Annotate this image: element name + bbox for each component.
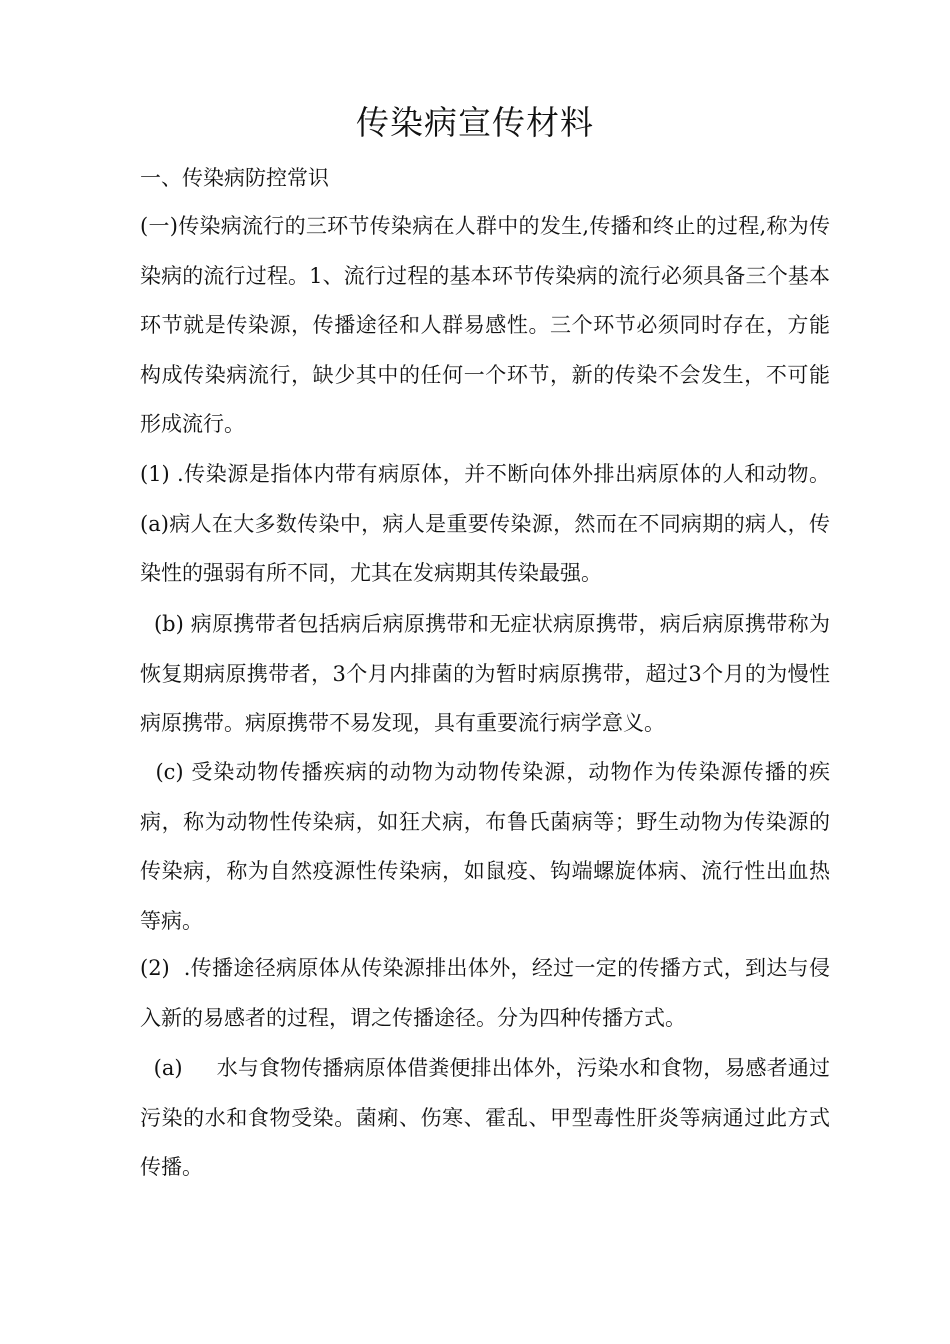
paragraph-infection-source: (1) .传染源是指体内带有病原体，并不断向体外排出病原体的人和动物。(a)病人在大多数传染中，病人是重要传染源，然而在不同病期的病人，传染性的强弱有所不同，尤其在发病期其传染最强。 — [140, 462, 830, 585]
paragraph-infected-animals: (c) 受染动物传播疾病的动物为动物传染源，动物作为传染源传播的疾病，称为动物性传染病，如狂犬病，布鲁氏菌病等；野生动物为传染源的传染病，称为自然疫源性传染病，如鼠疫、钩端螺旋体病、流行性出血热等病。 — [140, 760, 830, 933]
paragraph-transmission-chain: (一)传染病流行的三环节传染病在人群中的发生,传播和终止的过程,称为传染病的流行过程。1、流行过程的基本环节传染病的流行必须具备三个基本环节就是传染源，传播途径和人群易感性。三个环节必须同时存在，方能构成传染病流行，缺少其中的任何一个环节，新的传染不会发生，不可能形成流行。 — [140, 214, 830, 436]
paragraph-transmission-route: (2) .传播途径病原体从传染源排出体外，经过一定的传播方式，到达与侵入新的易感者的过程，谓之传播途径。分为四种传播方式。 — [140, 956, 830, 1030]
section-heading: 一、传染病防控常识 — [140, 166, 329, 190]
paragraph-water-food-transmission: (a) 水与食物传播病原体借粪便排出体外，污染水和食物，易感者通过污染的水和食物受染。菌痢、伤寒、霍乱、甲型毒性肝炎等病通过此方式传播。 — [140, 1056, 831, 1179]
paragraph-pathogen-carrier: (b) 病原携带者包括病后病原携带和无症状病原携带，病后病原携带称为恢复期病原携带者，3个月内排菌的为暂时病原携带，超过3个月的为慢性病原携带。病原携带不易发现，具有重要流行病学意义。 — [140, 612, 830, 735]
document-title: 传染病宣传材料 — [356, 103, 594, 142]
